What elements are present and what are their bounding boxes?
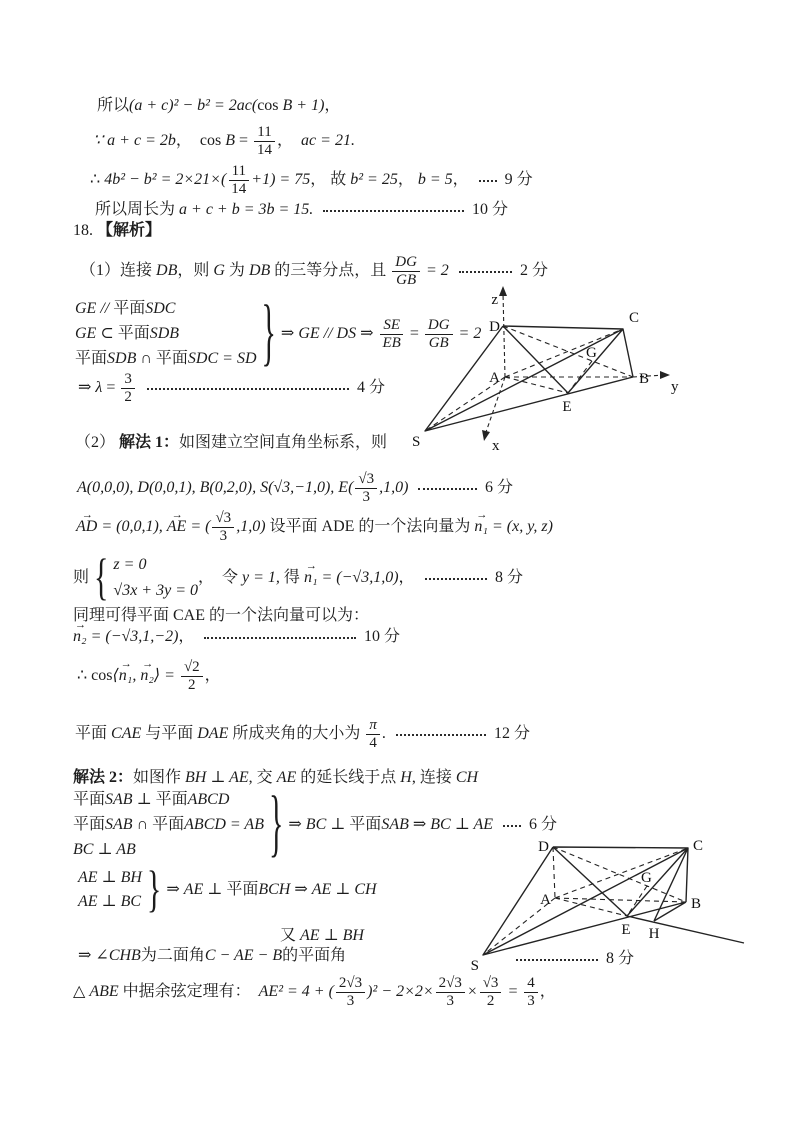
math-text: 6 分 <box>484 479 513 496</box>
math-text: × <box>466 983 478 1000</box>
math-text: 14 <box>257 141 273 158</box>
math-text: GE // <box>75 299 114 317</box>
fraction <box>380 317 404 352</box>
math-text: 设平面 ADE 的一个法向量为 <box>265 518 475 535</box>
math-text: C − AE − B <box>204 947 283 964</box>
math-text: ∩ <box>132 815 153 833</box>
system-conclusion <box>281 317 481 352</box>
system-conclusion <box>198 568 523 588</box>
math-text: CAE <box>111 725 142 742</box>
math-text: 又 <box>280 927 301 944</box>
math-text: 4 <box>369 734 377 751</box>
math-text: GE // DS <box>298 325 357 342</box>
system-rows <box>78 866 142 914</box>
fraction <box>392 254 420 289</box>
math-text: = (−√3,1,0) <box>317 569 399 586</box>
fraction <box>436 975 465 1010</box>
brace-system-1 <box>75 291 482 374</box>
dotted-leader <box>396 734 486 736</box>
label-G: G <box>586 345 597 361</box>
math-text: 的三等分点，且 <box>270 262 391 279</box>
math-text: ， <box>178 628 195 645</box>
label-z-axis: z <box>491 292 498 308</box>
system-row <box>75 299 257 319</box>
math-text: SAB <box>105 815 133 833</box>
math-text: 同理可得平面 CAE 的一个法向量可以为： <box>73 607 370 624</box>
fraction <box>524 975 538 1010</box>
math-text: AE <box>183 881 204 898</box>
system-row <box>113 581 198 601</box>
system-row <box>78 868 142 888</box>
math-text: ⇒ <box>288 816 306 833</box>
math-text: 2 <box>486 992 495 1009</box>
math-text: ABCD <box>184 815 226 833</box>
also-perpendicular-line <box>280 925 364 947</box>
math-text: AE² = 4 + ( <box>258 983 334 1000</box>
math-text: , 交 <box>248 769 277 786</box>
math-text: ⊥ <box>326 816 350 833</box>
math-text: ⇒ <box>280 325 299 342</box>
right-brace: } <box>261 291 276 374</box>
math-text: ， <box>204 667 221 684</box>
fraction <box>366 717 380 752</box>
math-text: ， <box>277 132 302 149</box>
math-text: 10 分 <box>363 628 400 645</box>
math-text: n₁ → <box>474 517 488 537</box>
math-text: 8 分 <box>494 569 523 586</box>
math-text: = <box>405 325 423 342</box>
label-S: S <box>412 434 421 450</box>
math-text: ∴ <box>90 171 105 188</box>
vectors-line <box>76 505 553 549</box>
angle-result-line <box>75 712 530 756</box>
math-text: EB <box>382 334 401 351</box>
fraction <box>228 163 249 198</box>
dotted-leader <box>323 210 464 212</box>
math-text: ABE <box>89 983 119 1000</box>
cosine-result-line <box>77 654 221 698</box>
math-text: ⟩ = <box>153 667 179 684</box>
math-text: 9 分 <box>504 171 533 188</box>
math-text: SDC <box>187 350 219 368</box>
math-text: 为二面角 <box>140 947 205 964</box>
math-text: ⇒ <box>290 881 312 898</box>
label-A: A <box>540 892 551 908</box>
math-text: 平面 <box>73 815 106 833</box>
math-text: ∴ cos <box>77 667 113 684</box>
math-text: )² − 2×2× <box>367 983 434 1000</box>
math-text: GB <box>428 334 449 351</box>
math-text: ⊥ <box>132 791 156 809</box>
math-text: 3 <box>346 992 355 1009</box>
math-text: n₁ → <box>304 568 318 588</box>
math-text: 所以 <box>97 97 130 114</box>
math-text: 的平面角 <box>282 947 347 964</box>
label-y-axis: y <box>671 379 679 395</box>
math-text: 解法 2： <box>73 769 134 786</box>
math-text: 如图建立空间直角坐标系，则 <box>179 434 388 451</box>
math-text: 【解析】 <box>97 222 162 239</box>
dihedral-angle-line <box>78 945 346 967</box>
math-text: 的延长线于点 <box>296 769 401 786</box>
fraction <box>121 371 135 406</box>
math-text: 4 <box>527 974 535 991</box>
math-text: = AB <box>225 815 264 833</box>
math-text: ∠CHB <box>95 947 141 964</box>
label-D: D <box>489 319 500 335</box>
math-text: ， 故 <box>310 171 351 188</box>
math-text: 3 <box>446 992 455 1009</box>
math-text: BC ⊥ AB <box>73 840 136 858</box>
math-text: 平面 <box>73 791 106 809</box>
math-text: 平面 <box>152 815 185 833</box>
math-text: (a + c)² − b² = 2ac( <box>129 97 258 114</box>
math-text: ⇒ <box>408 816 431 833</box>
math-text: （1）连接 <box>80 262 157 279</box>
math-text: 平面 <box>226 881 259 898</box>
math-text: = SD <box>218 350 257 368</box>
y-axis-arrow <box>660 371 670 379</box>
math-text: 4 分 <box>356 379 385 396</box>
math-text: BH ⊥ AE <box>185 769 249 786</box>
math-text: = (x, y, z) <box>487 518 553 535</box>
math-text: ABCD <box>187 791 230 809</box>
math-text: B + 1) <box>278 97 325 114</box>
math-text: = <box>102 379 120 396</box>
dotted-leader <box>418 488 477 490</box>
math-text: n₂ → <box>140 666 154 686</box>
math-text: , <box>132 667 141 684</box>
math-text: 2 <box>124 388 132 405</box>
math-text: ⇒ <box>78 379 96 396</box>
label-B: B <box>691 896 702 912</box>
fraction <box>181 659 203 694</box>
math-text: 4b² − b² = 2×21×( <box>104 171 227 188</box>
math-text: = <box>503 983 523 1000</box>
math-text: 则 <box>73 569 90 586</box>
fraction <box>480 975 502 1010</box>
math-text: H <box>400 769 412 786</box>
system-rows <box>73 788 264 862</box>
math-text: ⊥ <box>203 881 227 898</box>
math-text: cos <box>257 97 279 114</box>
math-text: ⇒ <box>166 881 184 898</box>
brace-system-2 <box>73 782 558 865</box>
dotted-leader <box>147 388 349 390</box>
math-text: 6 分 <box>529 816 558 833</box>
math-text: 平面 <box>113 299 146 317</box>
math-text: BC ⊥ AE <box>430 816 494 833</box>
math-text: SDB <box>149 324 180 342</box>
math-text: AE ⊥ BH <box>300 927 364 944</box>
fraction <box>425 317 453 352</box>
label-C: C <box>629 310 640 326</box>
part-2-method-1-heading <box>75 432 387 454</box>
dotted-leader <box>479 180 497 182</box>
math-text: A(0,0,0), D(0,0,1), B(0,2,0), S(√3,−1,0), E( <box>77 479 354 496</box>
label-E: E <box>562 399 572 415</box>
math-text: b = 5 <box>417 171 453 188</box>
math-text: 11 <box>231 162 247 179</box>
math-text: z = 0 <box>113 556 147 573</box>
math-text: AE ⊥ BH <box>78 869 142 886</box>
math-text: = 2 <box>421 262 449 279</box>
math-text: 所以周长为 <box>95 201 180 218</box>
lambda-result-line <box>78 366 385 410</box>
math-text: ⇒ <box>356 325 378 342</box>
math-text: 12 分 <box>493 725 530 742</box>
math-text: 与平面 <box>141 725 198 742</box>
label-S: S <box>470 958 479 974</box>
math-text: AD → <box>76 517 97 537</box>
math-text: ⊂ <box>96 324 118 342</box>
system-conclusion <box>166 880 376 900</box>
system-rows <box>75 296 257 372</box>
math-text: G <box>213 262 225 279</box>
math-text: ac = 21. <box>301 132 355 149</box>
math-text: BC <box>305 816 327 833</box>
math-text: = 2 <box>454 325 482 342</box>
math-text: 8 分 <box>605 950 634 967</box>
math-text: ∵ a + c = 2b <box>93 132 176 149</box>
fraction <box>254 124 275 159</box>
math-text: AE ⊥ BC <box>78 893 142 910</box>
problem-18-heading <box>73 220 161 242</box>
math-text: B <box>225 132 235 149</box>
formula-line-1 <box>97 95 340 117</box>
formula-line-4 <box>95 199 508 221</box>
label-G: G <box>641 870 652 886</box>
label-D: D <box>538 839 549 855</box>
math-text: ， <box>452 171 469 188</box>
system-row <box>73 840 264 860</box>
score-8-line <box>506 949 634 969</box>
math-text: ,1,0) <box>379 479 409 496</box>
system-row <box>73 815 264 835</box>
math-text: n₂ → <box>73 627 87 647</box>
right-brace: } <box>268 782 284 865</box>
math-text: 平面 <box>75 350 108 368</box>
dotted-leader <box>516 959 598 961</box>
brace-system-3 <box>78 861 377 918</box>
math-text: 中据余弦定理有： <box>118 983 259 1000</box>
math-text: √3 <box>358 470 375 487</box>
math-text: ∩ <box>136 350 156 368</box>
math-text: ,1,0) <box>236 518 266 535</box>
system-row <box>73 790 264 810</box>
math-text: SDC <box>145 299 176 317</box>
math-text: = ( <box>186 518 211 535</box>
math-text: ⟨ <box>112 667 119 684</box>
math-text: DB <box>248 262 271 279</box>
right-brace: } <box>146 861 162 918</box>
math-text: 为 <box>224 262 249 279</box>
math-text: 平面 <box>117 324 150 342</box>
system-row <box>113 555 198 575</box>
left-brace: { <box>94 549 109 606</box>
math-text: 解法 1： <box>119 434 180 451</box>
math-text: 得 <box>279 569 304 586</box>
formula-line-3 <box>90 158 533 202</box>
dotted-leader <box>425 578 487 580</box>
math-text: CH <box>455 769 479 786</box>
math-text: . <box>381 725 386 742</box>
system-rows <box>113 552 198 604</box>
fraction <box>212 510 234 545</box>
math-text: y = 1, <box>242 569 280 586</box>
math-text: = (0,0,1), <box>97 518 167 535</box>
math-text: ，则 <box>177 262 214 279</box>
coordinates-line <box>77 466 513 510</box>
label-C: C <box>693 838 704 854</box>
math-text: 2 分 <box>519 262 548 279</box>
formula-line-2 <box>93 119 355 163</box>
x-axis-arrow <box>482 430 490 441</box>
math-text: = <box>235 132 253 149</box>
math-text: ， <box>539 983 556 1000</box>
brace-system-equations <box>73 549 523 606</box>
math-text: DG <box>395 253 417 270</box>
math-text: 14 <box>231 180 247 197</box>
label-A: A <box>489 370 500 386</box>
math-text: 平面 <box>155 791 188 809</box>
label-E: E <box>621 922 631 938</box>
math-text: 如图作 <box>133 769 186 786</box>
math-text: 3 <box>124 370 132 387</box>
math-text: = (−√3,1,−2) <box>86 628 179 645</box>
math-text: △ <box>73 983 90 1000</box>
system-prefix <box>73 568 89 588</box>
math-text: AE ⊥ CH <box>311 881 377 898</box>
dotted-leader <box>503 825 521 827</box>
fraction <box>355 471 377 506</box>
math-text: λ <box>95 379 103 396</box>
math-text: 平面 <box>349 816 382 833</box>
math-text: BCH <box>258 881 291 898</box>
math-text: GB <box>396 271 417 288</box>
math-text: ⇒ <box>78 947 96 964</box>
math-text: 3 <box>362 488 371 505</box>
math-text: ， <box>324 97 341 114</box>
math-text: 3 <box>219 527 228 544</box>
math-text: 11 <box>257 123 272 140</box>
math-text: 3 <box>527 992 535 1009</box>
math-text: DAE <box>197 725 229 742</box>
math-text: AE → <box>167 517 187 537</box>
math-text: ， 令 <box>198 569 243 586</box>
math-text: SAB <box>381 816 409 833</box>
math-text: 2√3 <box>338 974 363 991</box>
system-row <box>75 324 257 344</box>
cosine-rule-line <box>73 970 556 1014</box>
label-H: H <box>648 926 660 942</box>
math-text: AE <box>276 769 297 786</box>
normal-vector-2-line <box>73 624 400 650</box>
math-text: 所成夹角的大小为 <box>228 725 365 742</box>
part-1-line <box>80 249 548 293</box>
math-text: √3 <box>482 974 499 991</box>
math-text: 2√3 <box>438 974 462 991</box>
math-text: ， <box>398 569 415 586</box>
label-B: B <box>639 371 650 387</box>
math-text: √2 <box>183 658 200 675</box>
math-text: +1) = 75 <box>251 171 311 188</box>
math-text: ， <box>397 171 418 188</box>
math-text: DG <box>427 316 450 333</box>
dotted-leader <box>204 637 356 639</box>
math-text: 平面 <box>75 725 112 742</box>
math-text: √3 <box>215 509 232 526</box>
math-text: , 连接 <box>411 769 456 786</box>
math-text: SAB <box>105 791 133 809</box>
system-conclusion <box>288 815 557 835</box>
math-text: SE <box>383 316 401 333</box>
math-text: b² = 25 <box>350 171 398 188</box>
math-text: 18. <box>73 222 97 239</box>
math-text: π <box>369 716 377 733</box>
math-text: √3x + 3y = 0 <box>113 582 198 599</box>
math-text: （2） <box>75 434 120 451</box>
math-text: n₁ → <box>119 666 133 686</box>
axis-arrowheads <box>482 286 670 441</box>
math-text: GE <box>75 324 97 342</box>
solid-edges <box>483 847 744 955</box>
math-text: ， cos <box>175 132 226 149</box>
math-text: a + c + b = 3b = 15. <box>179 201 314 218</box>
math-text: SDB <box>107 350 137 368</box>
fraction <box>336 975 365 1010</box>
system-row <box>78 892 142 912</box>
label-x-axis: x <box>492 438 500 454</box>
dotted-leader <box>459 271 512 273</box>
math-text: 2 <box>188 676 196 693</box>
math-text: DB <box>156 262 178 279</box>
math-text: 平面 <box>155 350 188 368</box>
math-text: 10 分 <box>471 201 508 218</box>
